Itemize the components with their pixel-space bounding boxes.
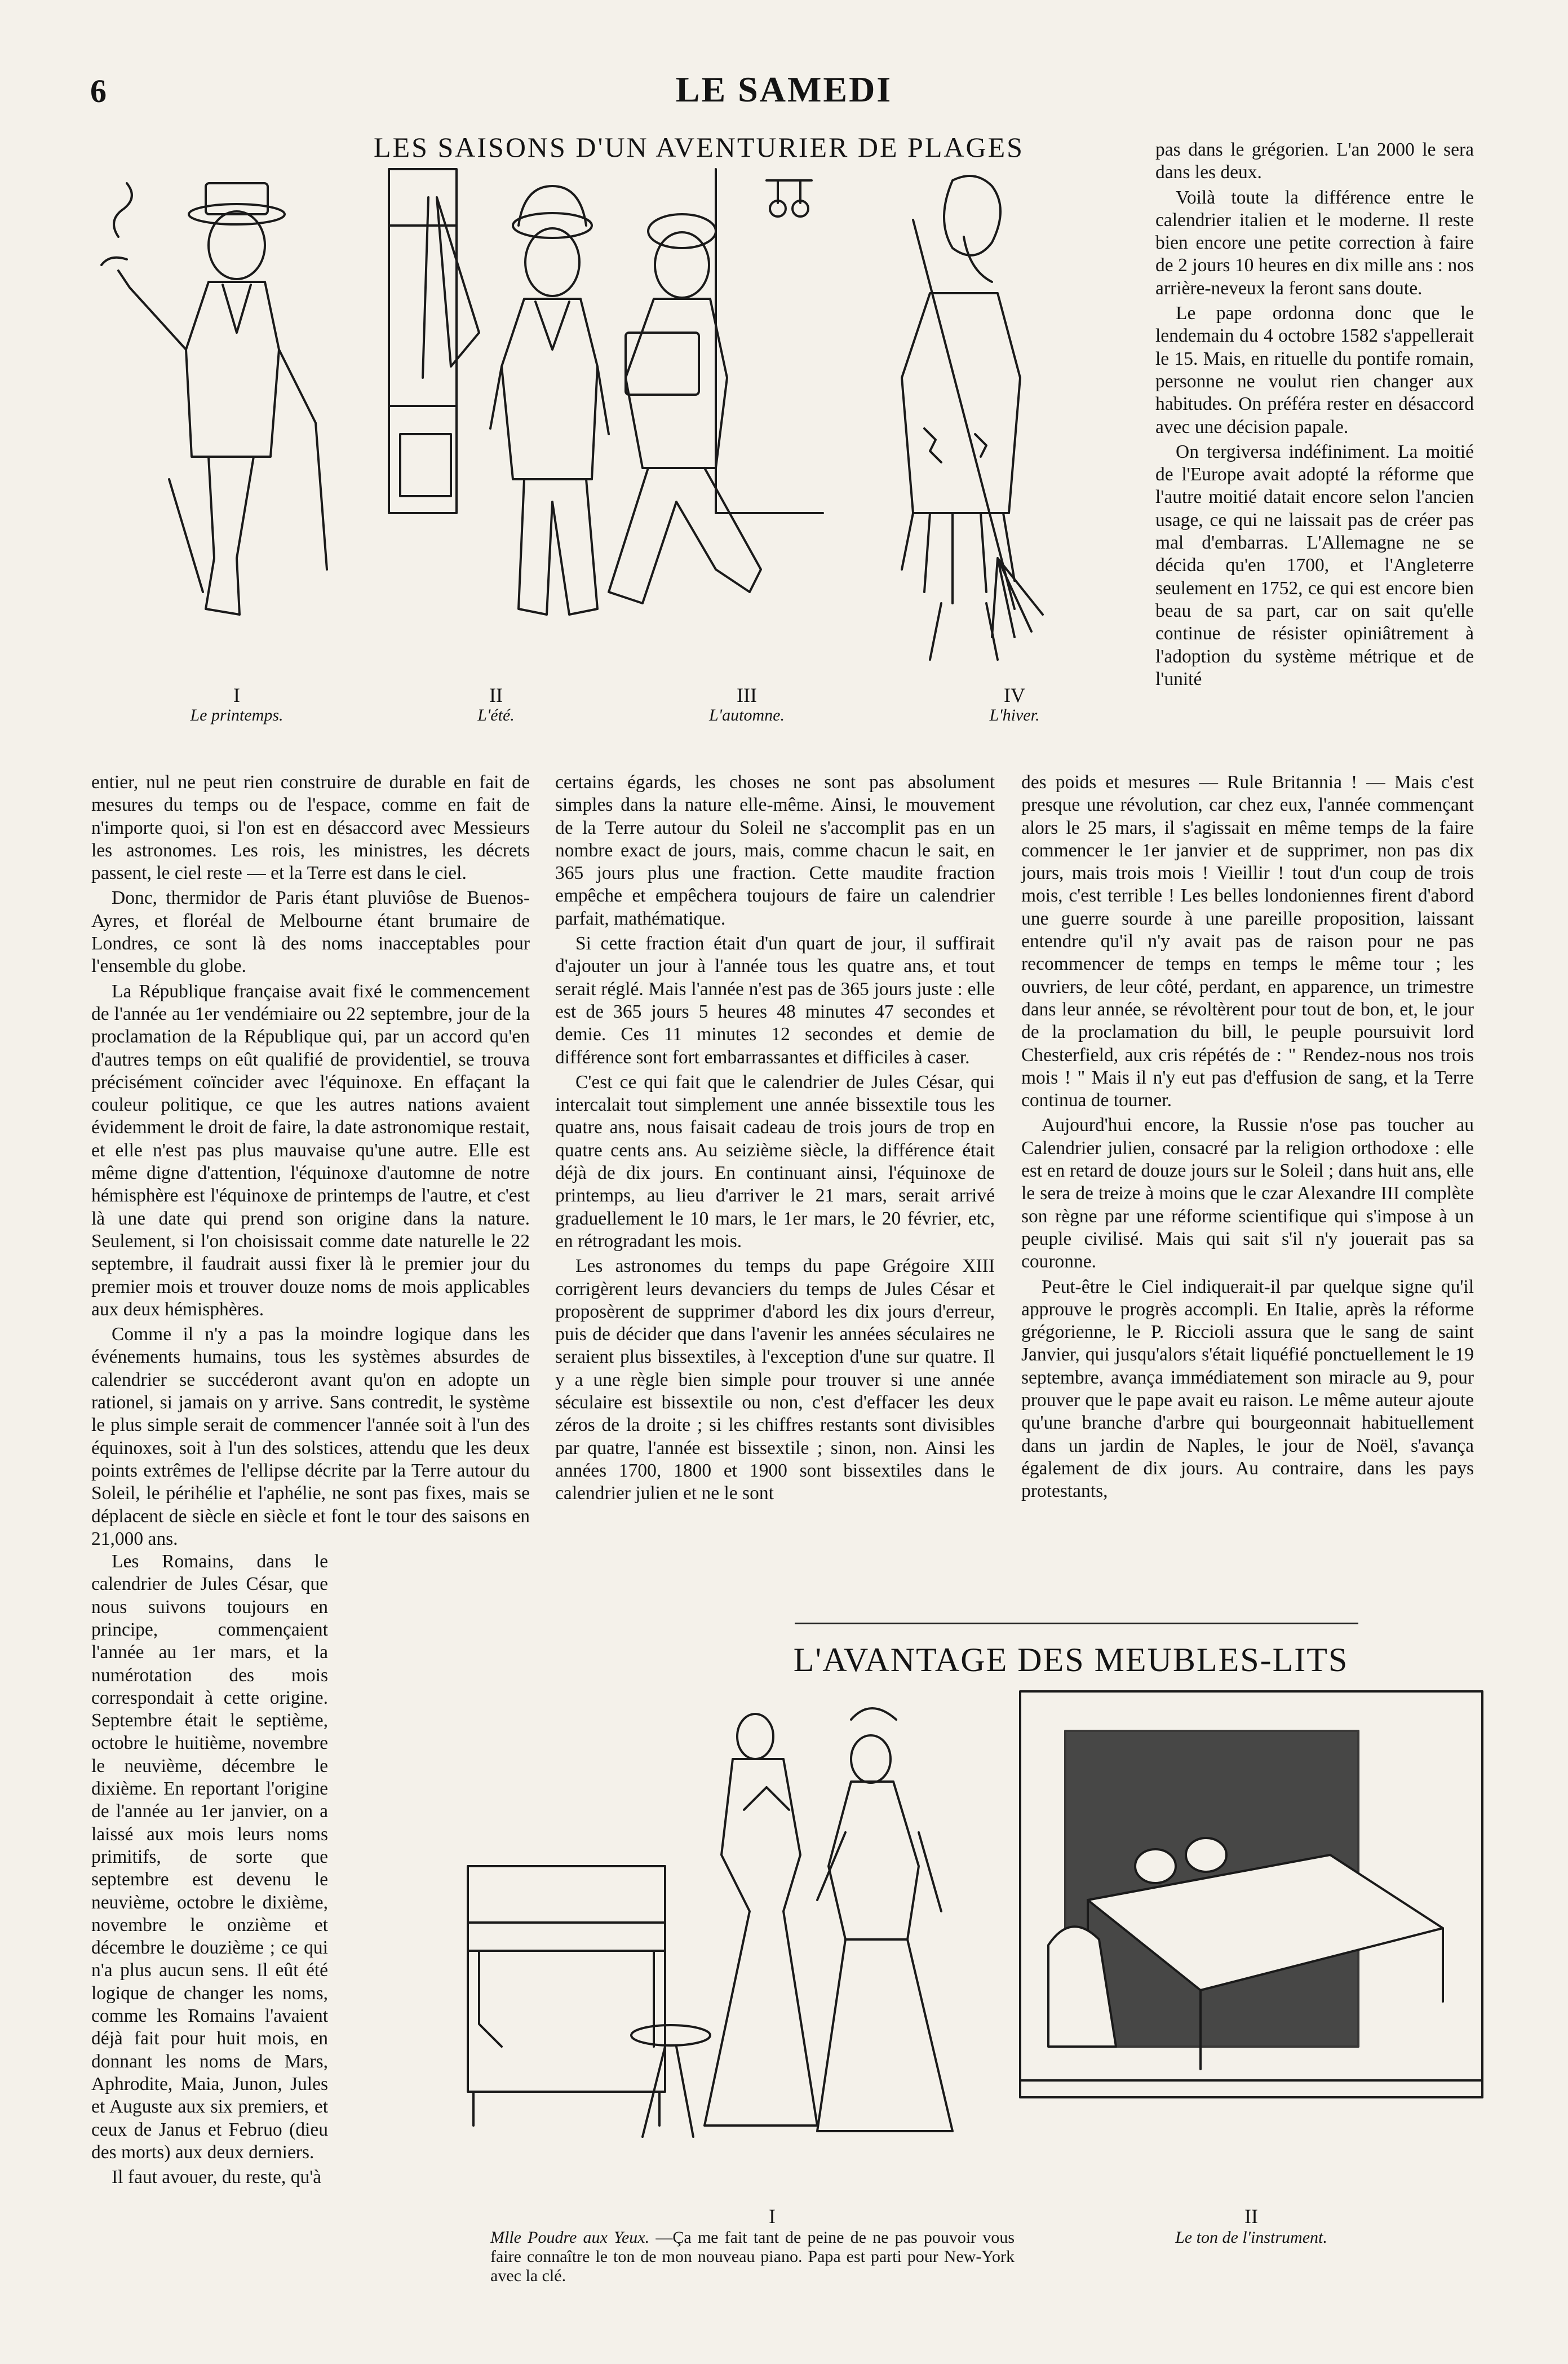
panel-numeral-1: I [233, 684, 240, 706]
panel-caption-bed: Le ton de l'instrument. [1175, 2228, 1327, 2247]
figure-summer [389, 169, 609, 615]
paragraph: Aujourd'hui encore, la Russie n'ose pas toucher au Calendrier julien, consacré par la religion orthodoxe : elle est en retard de douze jours sur le Soleil ; dans huit ans, elle le sera de treize à moins que le czar Alexandre III complète son règne par une réforme scientifique qui s'impose à un peuple civilisé. Mais qui sait s'il n'y jouerait pas sa couronne. [1021, 1115, 1474, 1272]
paragraph: entier, nul ne peut rien construire de durable en fait de mesures du temps ou de l'espace, comme en fait de n'importe quoi, si l'on est en désaccord avec Messieurs les astronomes. Les rois, les ministres, les décrets passent, le ciel reste — et la Terre est dans le ciel. [91, 772, 530, 884]
page-number: 6 [90, 73, 107, 109]
speaker-name: Mlle Poudre aux Yeux. [490, 2228, 650, 2247]
paragraph: Comme il n'y a pas la moindre logique dans les événements humains, tous les systèmes absurdes de calendrier se succéderont avant qu'on en adopte un rationel, si jamais on y arrive. Sans contredit, le système le plus simple serait de commencer l'année soit à l'un des équinoxes, soit à l'un des solstices, attendu que les deux points extrêmes de l'ellipse décrite par la Terre autour du Soleil, le périhélie et l'aphélie, ne sont pas fixes, mais se déplacent de siècle en siècle et font le tour des saisons en 21,000 ans. [91, 1324, 530, 1549]
paragraph: Les astronomes du temps du pape Grégoire XIII corrigèrent leurs devanciers du temps de Jules César et proposèrent de supprimer d'abord les dix jours d'erreur, puis de décider que dans l'avenir les années séculaires ne seraient plus bissextiles, à l'exception d'une sur quatre. Il y a une règle bien simple pour trouver si une année séculaire est bissextile ou non, c'est d'effacer les deux zéros de la droite ; si les chiffres restants sont divisibles par quatre, l'année est bissextile ; sinon, non. Ainsi les années 1700, 1800 et 1900 sont bissextiles dans le calendrier julien et ne le sont [555, 1256, 995, 1504]
panel-caption-3: L'automne. [709, 706, 785, 724]
cartoon-title-seasons: LES SAISONS D'UN AVENTURIER DE PLAGES [374, 131, 1024, 163]
paragraph: pas dans le grégorien. L'an 2000 le sera dans les deux. [1155, 139, 1474, 183]
panel-numeral-3: III [737, 684, 757, 706]
dialogue-text: —Ça me fait tant de peine de ne pas pouvoir vous faire connaître le ton de mon nouveau piano. Papa est parti pour New-York avec la clé. [490, 2228, 1015, 2285]
cartoon-seasons-illustration [85, 164, 1054, 671]
cartoon-title-meubles-lits: L'AVANTAGE DES MEUBLES-LITS [793, 1641, 1349, 1678]
section-divider [795, 1623, 1358, 1624]
paragraph: C'est ce qui fait que le calendrier de Jules César, qui intercalait tout simplement une année bissextile tous les quatre ans, nous faisait cadeau de trois jours de trop en quatre cents ans. Au seizième siècle, la différence était déjà de dix jours. En continuant ainsi, l'équinoxe de printemps, au lieu d'arriver le 21 mars, serait arrivé graduellement le 10 mars, le 1er mars, le 20 février, etc, en rétrogradant les mois. [555, 1071, 995, 1252]
panel-caption-piano [490, 2228, 1015, 2286]
figure-spring [101, 183, 327, 615]
article-column-2 [555, 771, 995, 1505]
figure-winter [902, 176, 1043, 660]
masthead: LE SAMEDI [675, 69, 893, 109]
paragraph: certains égards, les choses ne sont pas absolument simples dans la nature elle-même. Ainsi, le mouvement de la Terre autour du Soleil ne s'accomplit pas en un nombre exact de jours, mais, comme chacun le sait, en 365 jours plus une fraction. Cette maudite fraction empêche et empêchera toujours de faire un calendrier parfait, mathématique. [555, 772, 995, 929]
cartoon-bed-illustration [1015, 1686, 1488, 2103]
figure-autumn [609, 169, 823, 603]
paragraph: On tergiversa indéfiniment. La moitié de l'Europe avait adopté la réforme que l'autre moitié datait encore selon l'ancien usage, ce qui ne laissait pas de créer pas mal d'embarras. L'Allemagne ne se décida qu'en 1700, et l'Angleterre seulement en 1752, ce qui est encore bien beau de sa part, car on sait qu'elle continue de résister opiniâtrement à l'adoption du système métrique et de l'unité [1155, 441, 1474, 690]
paragraph: Si cette fraction était d'un quart de jour, il suffirait d'ajouter un jour à l'année tous les quatre ans, et tout serait réglé. Mais l'année n'est pas de 365 jours juste : elle est de 365 jours 5 heures 48 minutes 47 secondes et demie. Ces 11 minutes 12 secondes et demie de différence sont fort embarrassantes et difficiles à caser. [555, 933, 995, 1068]
cartoon-piano-illustration [457, 1686, 1009, 2182]
panel-caption-1: Le printemps. [190, 706, 284, 724]
paragraph: Les Romains, dans le calendrier de Jules César, que nous suivons toujours en principe, commençaient l'année au 1er mars, et la numérotation des mois correspondait à cette origine. Septembre était le septième, octobre le huitième, novembre le neuvième, décembre le dixième. En reportant l'origine de l'année au 1er janvier, on a laissé aux mois leurs noms primitifs, de sorte que septembre est devenu le neuvième, octobre le dixième, novembre le onzième et décembre le douzième ; ce qui n'a plus aucun sens. Il eût été logique de changer les noms, comme les Romains l'avaient déjà fait pour huit mois, en donnant les noms de Mars, Aphrodite, Maia, Junon, Jules et Auguste aux six premiers, et ceux de Janus et Februo (dieu des morts) aux deux derniers. [91, 1551, 328, 2163]
panel-numeral-4: IV [1004, 684, 1025, 706]
paragraph: Donc, thermidor de Paris étant pluviôse de Buenos-Ayres, et floréal de Melbourne étant brumaire de Londres, ce sont là des noms inacceptables pour l'ensemble du globe. [91, 887, 530, 977]
paragraph: Voilà toute la différence entre le calendrier italien et le moderne. Il reste bien encore une petite correction à faire de 2 jours 10 heures en dix mille ans : nos arrière-neveux la feront sans doute. [1155, 187, 1474, 299]
panel-numeral-piano: I [769, 2205, 776, 2228]
panel-numeral-2: II [489, 684, 503, 706]
paragraph: Il faut avouer, du reste, qu'à [112, 2167, 322, 2188]
panel-caption-4: L'hiver. [989, 706, 1040, 724]
panel-numeral-bed: II [1244, 2205, 1258, 2228]
paragraph: des poids et mesures — Rule Britannia ! — Mais c'est presque une révolution, car chez eux, l'année commençant alors le 25 mars, il s'agissait en même temps de la faire commencer le 1er janvier et de supprimer, non pas dix jours, mais trois mois ! Vieillir ! tout d'un coup de trois mois, c'est terrible ! Les belles londoniennes firent d'abord une guerre sourde à une pareille proposition, laissant entendre qu'il n'y avait pas de raison pour ne pas recommencer de temps en temps le même tour ; les ouvriers, de leur côté, perdant, en apparence, un trimestre dans leur année, se révoltèrent pour tout de bon, et, le jour de la proclamation du bill, le peuple poursuivit lord Chesterfield, aux cris répétés de : " Rendez-nous nos trois mois ! " Mais il n'y eut pas d'effusion de sang, et la Terre continua de tourner. [1021, 772, 1474, 1111]
article-right-top [1155, 139, 1474, 691]
paragraph: La République française avait fixé le commencement de l'année au 1er vendémiaire ou 22 septembre, jour de la proclamation de la République qui, par un accord qu'en d'autres temps on eût qualifié de providentiel, se trouva précisément coïncider avec l'équinoxe. En effaçant la couleur politique, ce que les autres nations avaient évidemment le droit de faire, la date astronomique restait, et elle n'est pas plus mauvaise qu'une autre. Elle est même digne d'attention, l'équinoxe d'automne de notre hémisphère est l'équinoxe de printemps de l'autre, et c'est là une date qui prend son origine dans la nature. Seulement, si l'on choisissait comme date naturelle le 22 septembre, il faudrait aussi fixer là le premier jour du premier mois et trouver douze noms de mois applicables aux deux hémisphères. [91, 980, 530, 1320]
paragraph: Peut-être le Ciel indiquerait-il par quelque signe qu'il approuve le progrès accompli. En Italie, après la réforme grégorienne, le P. Riccioli assura que le sang de saint Janvier, qui jusqu'alors s'était liquéfié ponctuellement le 19 septembre, avança immédiatement son miracle au 9, pour prouver que le pape avait eu raison. Le même auteur ajoute qu'une branche d'arbre qui bourgeonnait habituellement dans un jardin de Naples, le jour de Noël, s'avança également de dix jours. Au contraire, dans les pays protestants, [1021, 1276, 1474, 1502]
article-column-3 [1021, 771, 1474, 1503]
paragraph: Le pape ordonna donc que le lendemain du 4 octobre 1582 s'appellerait le 15. Mais, en rituelle du pontife romain, personne ne voulut rien changer aux habitudes. On préféra rester en désaccord avec une décision papale. [1155, 303, 1474, 438]
panel-caption-2: L'été. [477, 706, 515, 724]
